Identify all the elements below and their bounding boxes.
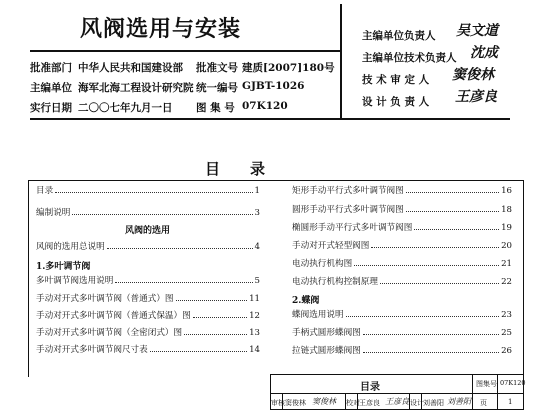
designer: 刘善阳 (423, 399, 444, 407)
responsible-label: 设 计 负 责 人 (362, 96, 430, 108)
toc-entry[interactable]: 蝶阀选用说明 23 (292, 310, 512, 320)
header-rule-top (30, 50, 340, 52)
toc-entry[interactable]: 手动对开式多叶调节阀尺寸表 14 (36, 345, 260, 355)
page-label: 页 (480, 399, 487, 407)
design-label: 设计 (410, 399, 424, 407)
toc-entry[interactable]: 多叶调节阀选用说明 5 (36, 276, 260, 286)
toc-section: 1.多叶调节阀 (36, 262, 91, 272)
review-label: 审核 (271, 399, 285, 407)
header-rule-bottom (30, 118, 510, 120)
meta-value: 建质[2007]180号 (242, 62, 335, 74)
check-label: 校对 (346, 399, 360, 407)
toc-entry[interactable]: 手动对开式多叶调节阀（普通式保温）图 12 (36, 311, 260, 321)
toc-entry[interactable]: 手动对开式多叶调节阀（普通式）图 11 (36, 294, 260, 304)
title-block-hline (270, 393, 523, 394)
toc-entry[interactable]: 圆形手动平行式多叶调节阀图 18 (292, 205, 512, 215)
meta-label: 批准部门 (30, 62, 72, 74)
header-vertical-divider (340, 4, 342, 119)
atlas-label: 图集号 (476, 380, 497, 388)
toc-entry[interactable]: 电动执行机构控制原理 22 (292, 277, 512, 287)
toc-entry[interactable]: 手柄式圆形蝶阀图 25 (292, 328, 512, 338)
document-title: 风阀选用与安装 (80, 17, 242, 42)
signature: 王彦良 (455, 89, 497, 105)
toc-title: 目 录 (205, 160, 266, 178)
meta-value: 中华人民共和国建设部 (78, 62, 183, 74)
meta-label: 批准文号 (196, 62, 238, 74)
meta-label: 实行日期 (30, 102, 72, 114)
checker-signature: 王彦良 (385, 397, 409, 406)
toc-entry[interactable]: 目录 1 (36, 186, 260, 196)
toc-entry[interactable]: 手动对开式多叶调节阀（全密闭式）图 13 (36, 328, 260, 338)
toc-entry[interactable]: 编制说明 3 (36, 208, 260, 218)
responsible-label: 主编单位技术负责人 (362, 52, 457, 64)
toc-entry[interactable]: 椭圆形手动平行式多叶调节阀图 19 (292, 223, 512, 233)
meta-label: 统一编号 (196, 82, 238, 94)
meta-label: 主编单位 (30, 82, 72, 94)
toc-entry[interactable]: 拉链式圆形蝶阀图 26 (292, 346, 512, 356)
toc-entry[interactable]: 风阀的选用总说明 4 (36, 242, 260, 252)
toc-entry[interactable]: 矩形手动平行式多叶调节阀图 16 (292, 186, 512, 196)
meta-value: 07K120 (242, 100, 288, 112)
responsible-label: 技 术 审 定 人 (362, 74, 430, 86)
designer-signature: 刘善阳 (447, 397, 471, 406)
signature: 窦俊林 (452, 67, 494, 83)
toc-entry[interactable]: 手动对开式轻型阀图 20 (292, 241, 512, 251)
toc-heading: 风阀的选用 (125, 226, 171, 236)
checker: 王彦良 (359, 399, 380, 407)
signature: 吴文道 (456, 23, 498, 39)
meta-label: 图 集 号 (196, 102, 235, 114)
title-block-vline (497, 374, 498, 409)
page-number: 1 (508, 398, 513, 406)
signature: 沈成 (470, 45, 498, 61)
atlas-number: 07K120 (500, 379, 526, 387)
meta-value: 海军北海工程设计研究院 (78, 82, 194, 94)
meta-value: 二〇〇七年九月一日 (78, 102, 173, 114)
title-block-name: 目录 (360, 382, 380, 393)
reviewer: 窦俊林 (285, 399, 306, 407)
toc-section: 2.蝶阀 (292, 296, 320, 306)
toc-entry[interactable]: 电动执行机构图 21 (292, 259, 512, 269)
title-block-vline (472, 374, 473, 409)
meta-value: GJBT-1026 (242, 80, 305, 92)
reviewer-signature: 窦俊林 (312, 397, 336, 406)
responsible-label: 主编单位负责人 (362, 30, 436, 42)
